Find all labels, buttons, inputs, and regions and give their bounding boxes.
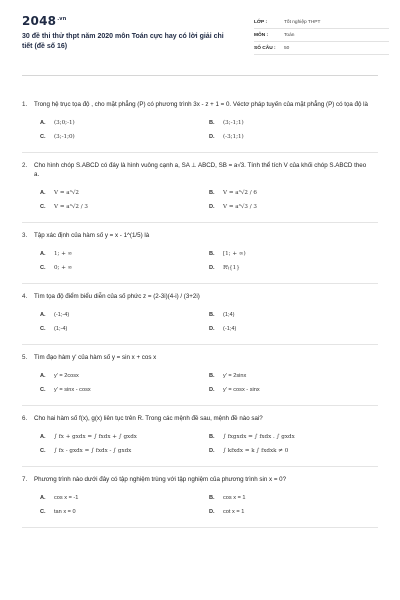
question-text: Tìm đạo hàm y' của hàm số y = sin x + cos x bbox=[34, 354, 157, 361]
question-number: 4. bbox=[22, 293, 28, 300]
option-value: (3;0;-1) bbox=[54, 120, 75, 126]
question-number: 5. bbox=[22, 354, 28, 361]
site-logo[interactable] bbox=[22, 14, 67, 28]
answer-option[interactable] bbox=[40, 505, 209, 519]
answer-option[interactable] bbox=[209, 200, 378, 214]
question-text: Phương trình nào dưới đây có tập nghiệm trùng với tập nghiệm của phương trình sin x = 0? bbox=[34, 476, 287, 483]
question-text: Trong hệ trục tọa độ , cho mặt phẳng (P) có phương trình 3x - z + 1 = 0. Véctơ pháp tuyến của mặt phẳng (P) có tọa độ là bbox=[34, 101, 368, 108]
option-value: V = a³√2 bbox=[54, 190, 79, 196]
option-key: D. bbox=[209, 509, 215, 515]
answer-option[interactable] bbox=[209, 116, 378, 130]
option-value: V = a³√3 / 3 bbox=[223, 204, 257, 210]
option-value: (-1;4) bbox=[223, 326, 237, 332]
option-value: [1; + ∞) bbox=[223, 251, 246, 257]
answer-options bbox=[22, 116, 378, 144]
option-key: D. bbox=[209, 134, 215, 140]
question-text: Tìm tọa độ điểm biểu diễn của số phức z = (2-3i)(4-i) / (3+2i) bbox=[34, 293, 200, 300]
answer-options bbox=[22, 369, 378, 397]
option-value: cos x = 1 bbox=[223, 495, 246, 501]
question-number: 3. bbox=[22, 232, 28, 239]
option-key: C. bbox=[40, 204, 46, 210]
option-value: V = a³√2 / 6 bbox=[223, 190, 257, 196]
answer-option[interactable] bbox=[40, 116, 209, 130]
document-header bbox=[22, 14, 378, 76]
option-key: A. bbox=[40, 312, 46, 318]
meta-label: SỐ CÂU : bbox=[254, 45, 276, 51]
option-key: B. bbox=[209, 373, 215, 379]
answer-option[interactable] bbox=[40, 322, 209, 336]
document-title: 30 đề thi thử thpt năm 2020 môn Toán cực hay có lời giải chi tiết (đề số 16) bbox=[22, 33, 224, 50]
option-value: ∫ fx - gxdx = ∫ fxdx - ∫ gxdx bbox=[54, 448, 132, 454]
question-number: 1. bbox=[22, 101, 28, 108]
answer-option[interactable] bbox=[40, 491, 209, 505]
question-number: 6. bbox=[22, 415, 28, 422]
answer-option[interactable] bbox=[40, 261, 209, 275]
answer-option[interactable] bbox=[209, 186, 378, 200]
option-key: C. bbox=[40, 134, 46, 140]
option-value: (1;-4) bbox=[54, 326, 68, 332]
document-meta bbox=[254, 16, 389, 55]
meta-value: 50 bbox=[284, 45, 290, 51]
question-item bbox=[22, 284, 378, 345]
option-value: (3;-1;0) bbox=[54, 134, 75, 140]
option-value: ∫ fx + gxdx = ∫ fxdx + ∫ gxdx bbox=[54, 434, 137, 440]
option-key: C. bbox=[40, 387, 46, 393]
question-text: Cho hình chóp S.ABCD có đáy là hình vuông cạnh a, SA ⊥ ABCD, SB = a√3. Tính thể tích V của khối chóp S.ABCD theo a. bbox=[34, 162, 367, 178]
answer-option[interactable] bbox=[209, 130, 378, 144]
option-value: R\{1} bbox=[223, 265, 240, 271]
question-item bbox=[22, 467, 378, 528]
option-key: A. bbox=[40, 434, 46, 440]
question-item bbox=[22, 345, 378, 406]
question-number: 7. bbox=[22, 476, 28, 483]
answer-option[interactable] bbox=[209, 261, 378, 275]
question-text: Tập xác định của hàm số y = x - 1^(1/5) là bbox=[34, 232, 150, 239]
option-key: C. bbox=[40, 326, 46, 332]
answer-option[interactable] bbox=[40, 200, 209, 214]
answer-option[interactable] bbox=[40, 186, 209, 200]
option-key: A. bbox=[40, 373, 46, 379]
answer-option[interactable] bbox=[209, 322, 378, 336]
question-item bbox=[22, 92, 378, 153]
question-text: Cho hai hàm số f(x), g(x) liên tục trên R. Trong các mệnh đề sau, mệnh đề nào sai? bbox=[34, 415, 263, 422]
answer-option[interactable] bbox=[40, 247, 209, 261]
option-value: ∫ kfxdx = k ∫ fxdxk ≠ 0 bbox=[223, 448, 289, 454]
option-key: A. bbox=[40, 190, 46, 196]
option-value: tan x = 0 bbox=[54, 509, 76, 515]
meta-value: Tốt nghiệp THPT bbox=[284, 19, 321, 25]
answer-options bbox=[22, 186, 378, 214]
option-value: cos x = -1 bbox=[54, 495, 79, 501]
logo-text: 2048 bbox=[22, 14, 57, 28]
option-key: B. bbox=[209, 251, 215, 257]
option-value: cot x = 1 bbox=[223, 509, 245, 515]
meta-row-count bbox=[254, 42, 389, 55]
answer-option[interactable] bbox=[209, 430, 378, 444]
option-value: (-1;-4) bbox=[54, 312, 70, 318]
meta-label: MÔN : bbox=[254, 32, 269, 38]
option-key: D. bbox=[209, 204, 215, 210]
answer-option[interactable] bbox=[40, 444, 209, 458]
answer-option[interactable] bbox=[40, 308, 209, 322]
option-key: C. bbox=[40, 509, 46, 515]
logo-suffix: .vn bbox=[57, 16, 67, 22]
option-value: 0; + ∞ bbox=[54, 265, 73, 271]
option-value: ∫ fxgxdx = ∫ fxdx . ∫ gxdx bbox=[223, 434, 295, 440]
meta-value: Toán bbox=[284, 32, 295, 38]
option-key: A. bbox=[40, 495, 46, 501]
answer-option[interactable] bbox=[209, 383, 378, 397]
answer-option[interactable] bbox=[209, 247, 378, 261]
option-value: (3;-1;1) bbox=[223, 120, 244, 126]
option-key: A. bbox=[40, 251, 46, 257]
answer-options bbox=[22, 430, 378, 458]
answer-option[interactable] bbox=[209, 505, 378, 519]
answer-option[interactable] bbox=[40, 383, 209, 397]
option-key: D. bbox=[209, 326, 215, 332]
option-key: B. bbox=[209, 495, 215, 501]
option-key: C. bbox=[40, 448, 46, 454]
option-value: (1;4) bbox=[223, 312, 235, 318]
meta-row-subject bbox=[254, 29, 389, 42]
option-key: D. bbox=[209, 265, 215, 271]
option-value: y' = 2cosx bbox=[54, 373, 79, 379]
answer-options bbox=[22, 247, 378, 275]
option-key: B. bbox=[209, 190, 215, 196]
answer-options bbox=[22, 491, 378, 519]
question-item bbox=[22, 153, 378, 223]
answer-option[interactable] bbox=[40, 130, 209, 144]
meta-row-class bbox=[254, 16, 389, 29]
answer-option[interactable] bbox=[209, 491, 378, 505]
option-value: (-3;1;1) bbox=[223, 134, 244, 140]
question-list bbox=[22, 92, 378, 528]
option-value: y' = cosx - sinx bbox=[223, 387, 260, 393]
answer-option[interactable] bbox=[40, 430, 209, 444]
option-value: y' = sinx - cosx bbox=[54, 387, 91, 393]
question-item bbox=[22, 223, 378, 284]
option-key: B. bbox=[209, 434, 215, 440]
meta-label: LỚP : bbox=[254, 19, 268, 25]
option-value: 1; + ∞ bbox=[54, 251, 73, 257]
option-key: B. bbox=[209, 312, 215, 318]
option-key: B. bbox=[209, 120, 215, 126]
answer-option[interactable] bbox=[40, 369, 209, 383]
option-key: D. bbox=[209, 448, 215, 454]
question-number: 2. bbox=[22, 162, 28, 169]
answer-option[interactable] bbox=[209, 444, 378, 458]
option-key: A. bbox=[40, 120, 46, 126]
answer-options bbox=[22, 308, 378, 336]
answer-option[interactable] bbox=[209, 369, 378, 383]
option-key: C. bbox=[40, 265, 46, 271]
option-key: D. bbox=[209, 387, 215, 393]
question-item bbox=[22, 406, 378, 467]
answer-option[interactable] bbox=[209, 308, 378, 322]
option-value: y' = 2sinx bbox=[223, 373, 247, 379]
option-value: V = a³√2 / 3 bbox=[54, 204, 88, 210]
